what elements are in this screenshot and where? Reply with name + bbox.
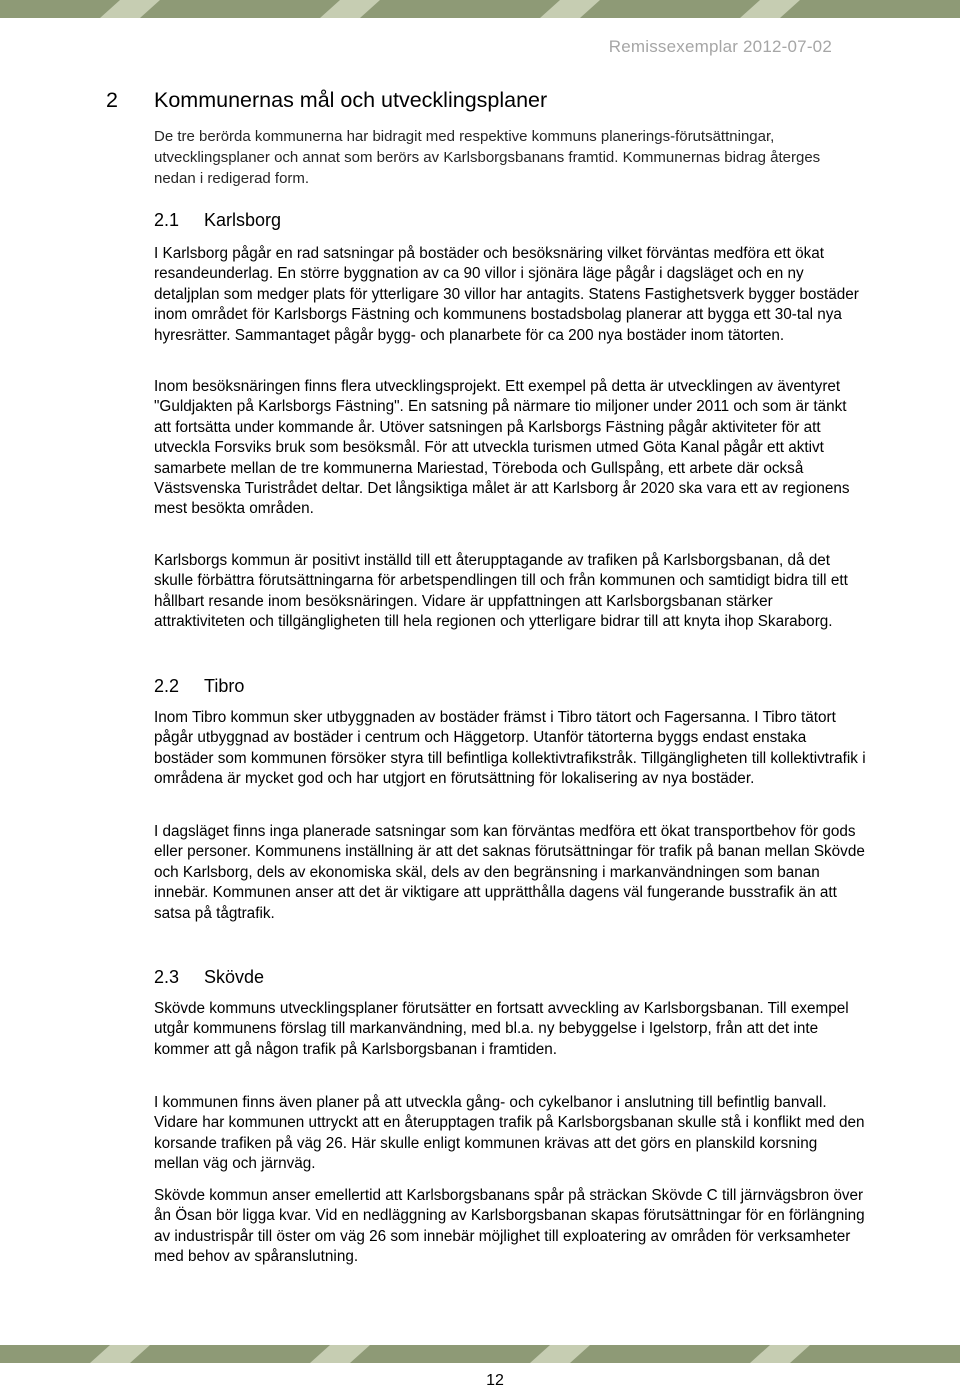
subsection-title: Karlsborg (204, 210, 282, 230)
subsection-heading-karlsborg (154, 210, 281, 231)
subsection-title: Skövde (204, 967, 265, 987)
subsection-heading-skovde (154, 967, 264, 988)
paragraph: Karlsborgs kommun är positivt inställd till ett återupptagande av trafiken på Karlsborgsbanan, då det skulle förbättra förutsättningarna för arbetspendlingen till och från kommunen och samtidigt bidra till ett hållbart resande inom besöksnäringen. Vidare är uppfattningen att Karlsborgsbanan stärker attraktiviteten och tillgängligheten till hela regionen och ytterligare bidrar till att knyta ihop Skaraborg. (154, 552, 848, 631)
page-number: 12 (486, 1372, 504, 1389)
paragraph: Skövde kommun anser emellertid att Karlsborgsbanans spår på sträckan Skövde C till järnvägsbron över ån Ösan bör ligga kvar. Vid en nedläggning av Karlsborgsbanan skapas förutsättningar för en förlängning av industrispår till öster om väg 26 som innebär möjlighet till exploatering av områden för verksamheter med behov av spåranslutning. (154, 1187, 865, 1266)
subsection-title: Tibro (204, 676, 245, 696)
footer-decorative-band (0, 1345, 960, 1363)
paragraph: I Karlsborg pågår en rad satsningar på bostäder och besöksnäring vilket förväntas medföra ett ökat resandeunderlag. En större byggnation av ca 90 villor i sjönära läge pågår i dagsläget och en ny detaljplan som medger plats för ytterligare 30 villor har antagits. Statens Fastighetsverk bygger bostäder inom området för Karlsborgs Fästning och kommunens bostadsbolag planerar att bygga ett 30-tal nya hyresrätter. Sammantaget pågår bygg- och planarbete för ca 200 nya bostäder inom tätorten. (154, 245, 859, 344)
paragraph: Skövde kommuns utvecklingsplaner förutsätter en fortsatt avveckling av Karlsborgsbanan. Till exempel utgår kommunens förslag till markanvändning, med bl.a. ny bebyggelse i Igelstorp, från att det inte kommer att gå någon trafik på Karlsborgsbanan i framtiden. (154, 1000, 849, 1058)
paragraph: Inom Tibro kommun sker utbyggnaden av bostäder främst i Tibro tätort och Fagersanna. I Tibro tätort pågår utbyggnad av bostäder i centrum och Häggetorp. Utanför tätorterna byggs endast enstaka bostäder som kommunen försöker styra till befintliga kollektivtrafikstråk. Tillgängligheten till kollektivtrafik i områdena är mycket god och har utgjort en förutsättning för lokalisering av nya bostäder. (154, 709, 866, 788)
section-number: 2 (106, 88, 118, 112)
subsection-heading-tibro (154, 676, 244, 697)
paragraph: Inom besöksnäringen finns flera utvecklingsprojekt. Ett exempel på detta är utvecklingen av äventyret "Guldjakten på Karlsborgs Fästning". En satsning på närmare tio miljoner under 2011 och som är tänkt att fortsätta under kommande år. Utöver satsningen på Karlsborgs Fästning pågår aktiviteter för att utveckla Forsviks bruk som besöksmål. För att utveckla turismen utmed Göta Kanal pågår ett aktivt samarbete mellan de tre kommunerna Mariestad, Töreboda och Gullspång, ett arbete där också Västsvenska Turistrådet deltar. Det långsiktiga målet är att Karlsborg år 2020 ska vara ett av regionens mest besökta områden. (154, 378, 850, 518)
section-title: Kommunernas mål och utvecklingsplaner (154, 88, 548, 112)
paragraph: I kommunen finns även planer på att utveckla gång- och cykelbanor i anslutning till befintlig banvall. Vidare har kommunen uttryckt att en återupptagen trafik på Karlsborgsbanan skulle stå i konflikt med den korsande trafiken på väg 26. Här skulle enligt kommunen krävas att det görs en planskild korsning mellan väg och järnväg. (154, 1094, 865, 1173)
subsection-number: 2.3 (154, 967, 180, 987)
section-heading (106, 88, 547, 113)
subsection-number: 2.2 (154, 676, 180, 696)
subsection-number: 2.1 (154, 210, 180, 230)
section-intro-paragraph: De tre berörda kommunerna har bidragit med respektive kommuns planerings-förutsättningar, utvecklingsplaner och annat som berörs av Karlsborgsbanans framtid. Kommunernas bidrag återges nedan i redigerad form. (154, 128, 821, 187)
paragraph: I dagsläget finns inga planerade satsningar som kan förväntas medföra ett ökat transportbehov för gods eller personer. Kommunens inställning är att det saknas förutsättningar för trafik på banan mellan Skövde och Karlsborg, dels av ekonomiska skäl, dels av den begränsning i markanvändningen som banan innebär. Kommunen anser att det är viktigare att upprätthålla dagens väl fungerande busstrafik än att satsa på tågtrafik. (154, 823, 865, 922)
document-status-stamp: Remissexemplar 2012-07-02 (608, 37, 832, 56)
header-decorative-band (0, 0, 960, 18)
